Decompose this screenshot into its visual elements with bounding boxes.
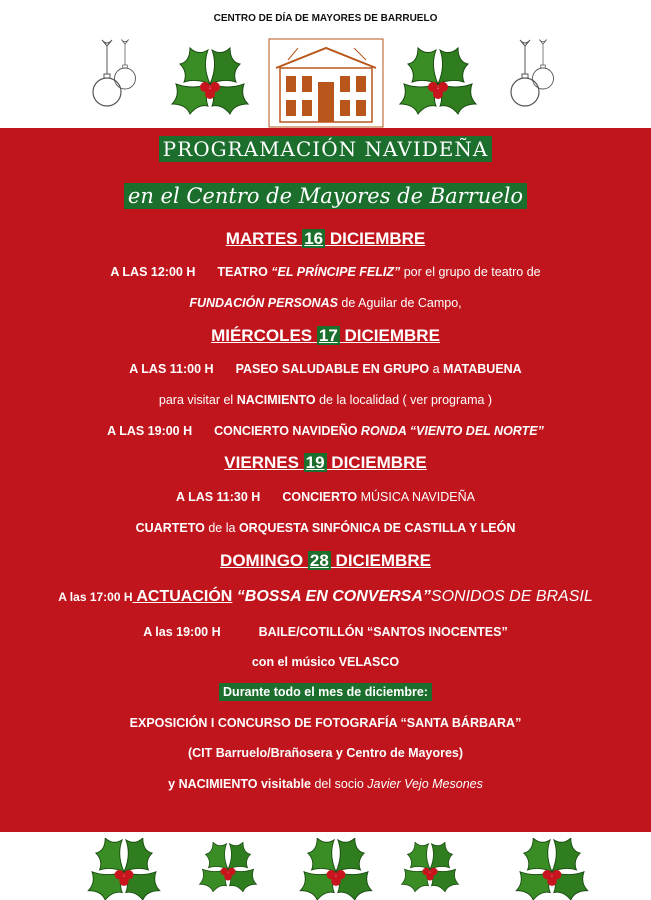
miercoles-event-line-3: A LAS 19:00 H CONCIERTO NAVIDEÑO RONDA “VIENTO DEL NORTE” [107,424,544,438]
day-heading-viernes: VIERNES 19 DICIEMBRE [224,453,427,472]
holly-bottom-2-icon [198,842,258,892]
holly-bottom-5-icon [512,838,592,900]
header-title: CENTRO DE DÍA DE MAYORES DE BARRUELO [213,13,438,24]
holly-bottom-3-icon [296,838,376,900]
day-heading-miercoles: MIÉRCOLES 17 DICIEMBRE [211,326,440,345]
domingo-event-line-2: A las 19:00 H BAILE/COTILLÓN “SANTOS INOCENTES” [143,625,508,639]
domingo-event-line-3: con el músico VELASCO [251,655,400,669]
exhibition-organizers: (CIT Barruelo/Brañosera y Centro de Mayores) [187,746,464,760]
holly-top-left-icon [170,44,250,116]
ornament-right-icon [508,38,558,113]
martes-event-line-2: FUNDACIÓN PERSONAS de Aguilar de Campo, [189,296,462,310]
miercoles-event-line-1: A LAS 11:00 H PASEO SALUDABLE EN GRUPO a MATABUENA [129,362,522,376]
program-title: PROGRAMACIÓN NAVIDEÑA [0,136,651,162]
miercoles-event-line-2: para visitar el NACIMIENTO de la localidad ( ver programa ) [158,393,493,407]
martes-event-line: A LAS 12:00 H TEATRO “EL PRÍNCIPE FELIZ” por el grupo de teatro de [110,265,541,279]
nativity-line: y NACIMIENTO visitable del socio Javier Vejo Mesones [168,777,483,791]
month-long-highlight: Durante todo el mes de diciembre: [0,685,651,699]
holly-top-right-icon [398,44,478,116]
exhibition-line: EXPOSICIÓN I CONCURSO DE FOTOGRAFÍA “SANTA BÁRBARA” [129,716,522,730]
holly-bottom-1-icon [84,838,164,900]
ornament-left-icon [90,38,140,113]
day-heading-domingo: DOMINGO 28 DICIEMBRE [220,551,431,570]
domingo-event-line-1: A las 17:00 H ACTUACIÓN “BOSSA EN CONVERSA”SONIDOS DE BRASIL [58,588,593,605]
building-sketch-icon [268,38,384,128]
viernes-event-line-1: A LAS 11:30 H CONCIERTO MÚSICA NAVIDEÑA [176,490,475,504]
day-heading-martes: MARTES 16 DICIEMBRE [225,229,426,248]
viernes-event-line-2: CUARTETO de la ORQUESTA SINFÓNICA DE CASTILLA Y LEÓN [135,521,516,535]
holly-bottom-4-icon [400,842,460,892]
program-subtitle: en el Centro de Mayores de Barruelo [0,183,651,209]
